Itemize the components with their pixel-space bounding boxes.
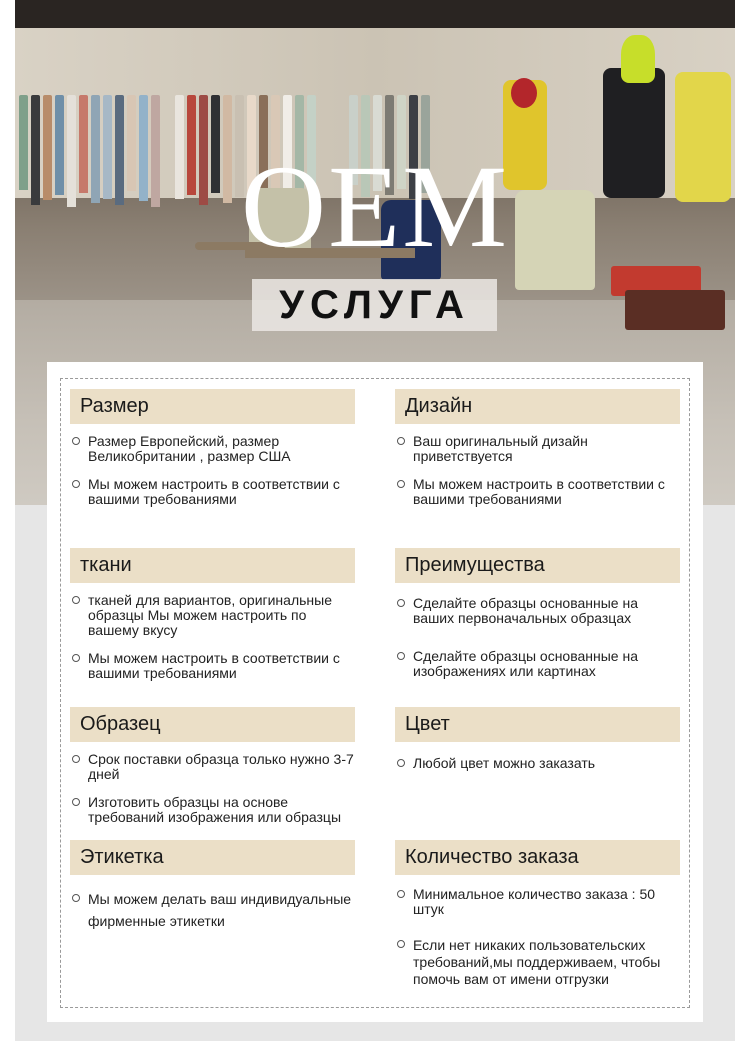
- list-item: Любой цвет можно заказать: [395, 756, 680, 771]
- list-item: Ваш оригинальный дизайн приветствуется: [395, 434, 680, 464]
- bullet-circle-icon: [397, 940, 405, 948]
- list-item: Сделайте образцы основанные на ваших первоначальных образцах: [395, 596, 680, 626]
- list-item: Сделайте образцы основанные на изображениях или картинах: [395, 649, 680, 679]
- section-heading: Количество заказа: [395, 840, 680, 875]
- bullet-circle-icon: [72, 755, 80, 763]
- bullet-circle-icon: [72, 798, 80, 806]
- bullet-circle-icon: [397, 652, 405, 660]
- section-order-quantity: [395, 840, 680, 988]
- bullet-circle-icon: [72, 894, 80, 902]
- bullet-circle-icon: [72, 654, 80, 662]
- bullet-circle-icon: [397, 599, 405, 607]
- list-item: Мы можем делать ваш индивидуальные фирменные этикетки: [70, 888, 355, 932]
- list-item: Мы можем настроить в соответствии с вашими требованиями: [70, 477, 355, 507]
- section-heading: Размер: [70, 389, 355, 424]
- bullet-circle-icon: [72, 437, 80, 445]
- section-advantages: [395, 548, 680, 679]
- ceiling: [15, 0, 735, 28]
- mannequin-green-hood: [621, 35, 655, 83]
- bullet-circle-icon: [397, 890, 405, 898]
- list-item: Если нет никаких пользовательских требований,мы поддерживаем, чтобы помочь вам от имени отгрузки: [395, 937, 680, 988]
- section-sample: [70, 707, 355, 825]
- list-item: Мы можем настроить в соответствии с вашими требованиями: [70, 651, 355, 681]
- list-item: Изготовить образцы на основе требований изображения или образцы: [70, 795, 355, 825]
- section-heading: Цвет: [395, 707, 680, 742]
- section-label: [70, 840, 355, 932]
- section-heading: Образец: [70, 707, 355, 742]
- list-item: Мы можем настроить в соответствии с вашими требованиями: [395, 477, 680, 507]
- list-item: Срок поставки образца только нужно 3-7 дней: [70, 752, 355, 782]
- bullet-circle-icon: [397, 759, 405, 767]
- section-heading: ткани: [70, 548, 355, 583]
- bullet-circle-icon: [397, 437, 405, 445]
- section-heading: Дизайн: [395, 389, 680, 424]
- list-item: тканей для вариантов, оригинальные образцы Мы можем настроить по вашему вкусу: [70, 593, 355, 638]
- section-heading: Преимущества: [395, 548, 680, 583]
- bullet-circle-icon: [72, 596, 80, 604]
- section-fabrics: [70, 548, 355, 681]
- list-item: Минимальное количество заказа : 50 штук: [395, 887, 680, 917]
- section-size: [70, 389, 355, 507]
- section-color: [395, 707, 680, 771]
- brown-trunk: [625, 290, 725, 330]
- bullet-circle-icon: [72, 480, 80, 488]
- section-design: [395, 389, 680, 507]
- bullet-circle-icon: [397, 480, 405, 488]
- list-item: Размер Европейский, размер Великобритании , размер США: [70, 434, 355, 464]
- section-heading: Этикетка: [70, 840, 355, 875]
- mannequin-head: [511, 78, 537, 108]
- oem-title: OEM: [240, 141, 510, 272]
- service-label: УСЛУГА: [279, 283, 470, 327]
